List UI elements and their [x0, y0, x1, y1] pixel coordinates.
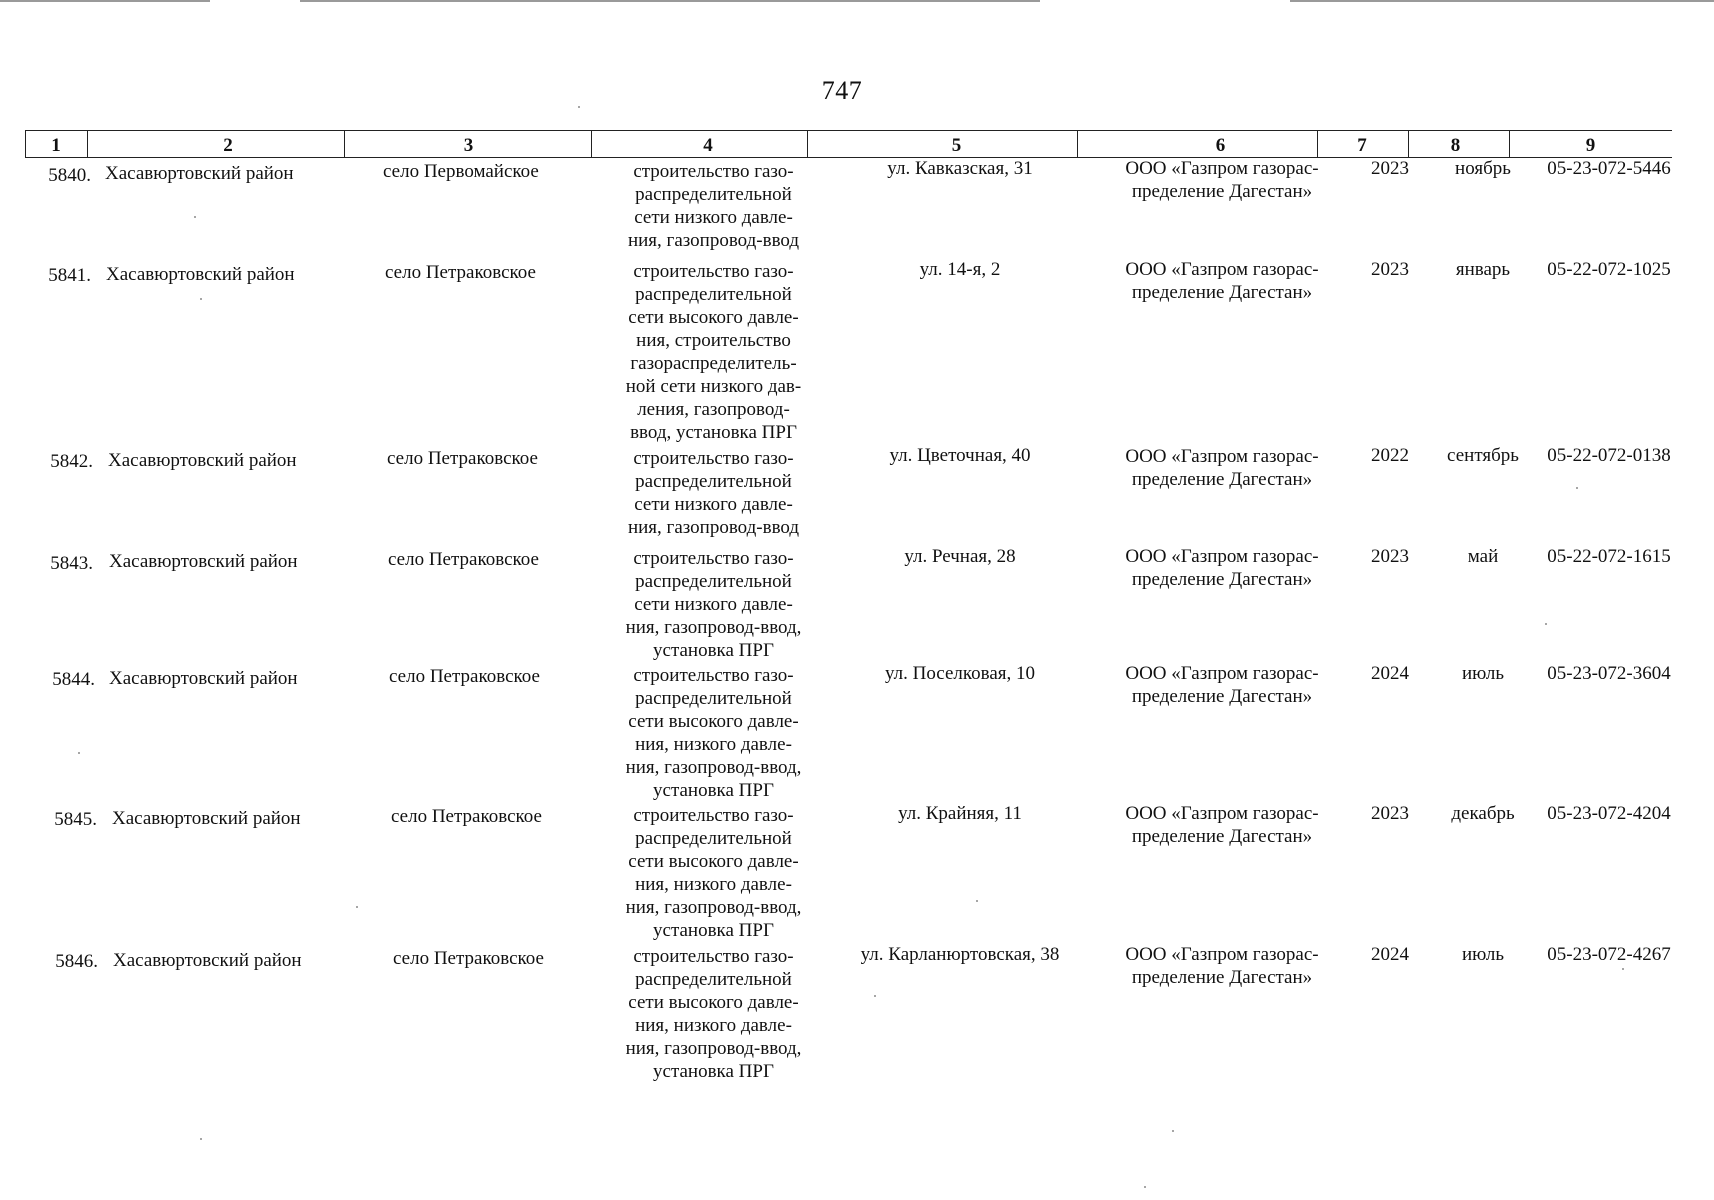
year-cell: 2023 — [1371, 546, 1409, 567]
scan-speck — [1144, 1186, 1146, 1188]
organization-cell: ООО «Газпром газорас- пределение Дагестан» — [1125, 158, 1319, 202]
organization-cell: ООО «Газпром газорас- пределение Дагестан» — [1125, 446, 1319, 490]
column-header-9: 9 — [1585, 135, 1596, 156]
code-cell: 05-23-072-3604 — [1547, 663, 1671, 684]
scan-speck — [1576, 487, 1578, 489]
work-description-cell: строительство газо- распределительной сети низкого давле- ния, газопровод-ввод, установка ПРГ — [625, 548, 802, 661]
row-number: 5840. — [48, 165, 91, 186]
organization-cell: ООО «Газпром газорас- пределение Дагестан» — [1125, 944, 1319, 988]
work-description-cell: строительство газо- распределительной сети высокого давле- ния, строительство газораспределитель- ной сети низкого дав- ления, газопровод- ввод, установка ПРГ — [625, 261, 802, 443]
table-header — [25, 130, 1672, 158]
organization-cell: ООО «Газпром газорас- пределение Дагестан» — [1125, 663, 1319, 707]
column-header-8: 8 — [1450, 135, 1461, 156]
address-cell: ул. Цветочная, 40 — [889, 445, 1031, 466]
district-cell: Хасавюртовский район — [109, 551, 298, 572]
village-cell: село Петраковское — [388, 549, 539, 570]
scan-speck — [200, 1138, 202, 1140]
organization-cell: ООО «Газпром газорас- пределение Дагестан» — [1125, 803, 1319, 847]
code-cell: 05-23-072-4204 — [1547, 803, 1671, 824]
code-cell: 05-22-072-1025 — [1547, 259, 1671, 280]
month-cell: ноябрь — [1455, 158, 1511, 179]
month-cell: июль — [1461, 944, 1505, 965]
row-number: 5846. — [55, 951, 98, 972]
district-cell: Хасавюртовский район — [106, 264, 295, 285]
district-cell: Хасавюртовский район — [105, 163, 294, 184]
column-header-3: 3 — [463, 135, 474, 156]
column-header-4: 4 — [703, 135, 713, 156]
code-cell: 05-22-072-1615 — [1547, 546, 1671, 567]
village-cell: село Петраковское — [387, 448, 538, 469]
column-header-7: 7 — [1357, 135, 1367, 156]
month-cell: январь — [1455, 259, 1511, 280]
work-description-cell: строительство газо- распределительной сети высокого давле- ния, низкого давле- ния, газопровод-ввод, установка ПРГ — [625, 805, 802, 941]
year-cell: 2023 — [1371, 259, 1409, 280]
district-cell: Хасавюртовский район — [112, 808, 301, 829]
scan-speck — [1172, 1130, 1174, 1132]
work-description-cell: строительство газо- распределительной сети низкого давле- ния, газопровод-ввод — [627, 161, 800, 251]
village-cell: село Петраковское — [385, 262, 536, 283]
column-header-1: 1 — [51, 135, 61, 156]
month-cell: декабрь — [1451, 803, 1515, 824]
row-number: 5842. — [50, 451, 93, 472]
address-cell: ул. 14-я, 2 — [919, 259, 1001, 280]
village-cell: село Петраковское — [393, 948, 544, 969]
column-header-2: 2 — [223, 135, 233, 156]
row-number: 5844. — [52, 669, 95, 690]
scan-speck — [874, 995, 876, 997]
column-header-6: 6 — [1215, 135, 1226, 156]
village-cell: село Первомайское — [383, 161, 539, 182]
district-cell: Хасавюртовский район — [108, 450, 297, 471]
organization-cell: ООО «Газпром газорас- пределение Дагестан» — [1125, 546, 1319, 590]
work-description-cell: строительство газо- распределительной сети низкого давле- ния, газопровод-ввод — [627, 448, 800, 538]
address-cell: ул. Речная, 28 — [904, 546, 1016, 567]
scan-speck — [200, 298, 202, 300]
code-cell: 05-23-072-4267 — [1547, 944, 1671, 965]
scan-speck — [1622, 968, 1624, 970]
scan-speck — [78, 752, 80, 754]
year-cell: 2024 — [1371, 944, 1409, 965]
row-number: 5845. — [54, 809, 97, 830]
scan-speck — [356, 906, 358, 908]
year-cell: 2023 — [1371, 803, 1409, 824]
row-number: 5843. — [50, 553, 93, 574]
organization-cell: ООО «Газпром газорас- пределение Дагестан» — [1125, 259, 1319, 303]
month-cell: май — [1467, 546, 1499, 567]
month-cell: июль — [1461, 663, 1505, 684]
column-header-5: 5 — [951, 135, 962, 156]
scan-speck — [1545, 623, 1547, 625]
address-cell: ул. Крайняя, 11 — [898, 803, 1022, 824]
district-cell: Хасавюртовский район — [109, 668, 298, 689]
district-cell: Хасавюртовский район — [113, 950, 302, 971]
work-description-cell: строительство газо- распределительной сети высокого давле- ния, низкого давле- ния, газопровод-ввод, установка ПРГ — [625, 665, 802, 801]
address-cell: ул. Поселковая, 10 — [884, 663, 1036, 684]
scan-speck — [976, 900, 978, 902]
village-cell: село Петраковское — [391, 806, 542, 827]
scan-edge-mid — [300, 0, 1040, 2]
month-cell: сентябрь — [1447, 445, 1519, 466]
scan-speck — [578, 106, 580, 108]
year-cell: 2022 — [1371, 445, 1409, 466]
scan-edge-right — [1290, 0, 1714, 2]
scan-speck — [194, 216, 196, 218]
village-cell: село Петраковское — [389, 666, 540, 687]
year-cell: 2024 — [1371, 663, 1409, 684]
year-cell: 2023 — [1371, 158, 1409, 179]
row-number: 5841. — [48, 265, 91, 286]
address-cell: ул. Карланюртовская, 38 — [860, 944, 1060, 965]
address-cell: ул. Кавказская, 31 — [887, 158, 1033, 179]
code-cell: 05-23-072-5446 — [1547, 158, 1671, 179]
page-number: 747 — [821, 76, 863, 105]
scan-edge-left — [0, 0, 210, 2]
code-cell: 05-22-072-0138 — [1547, 445, 1671, 466]
work-description-cell: строительство газо- распределительной сети высокого давле- ния, низкого давле- ния, газопровод-ввод, установка ПРГ — [625, 946, 802, 1082]
